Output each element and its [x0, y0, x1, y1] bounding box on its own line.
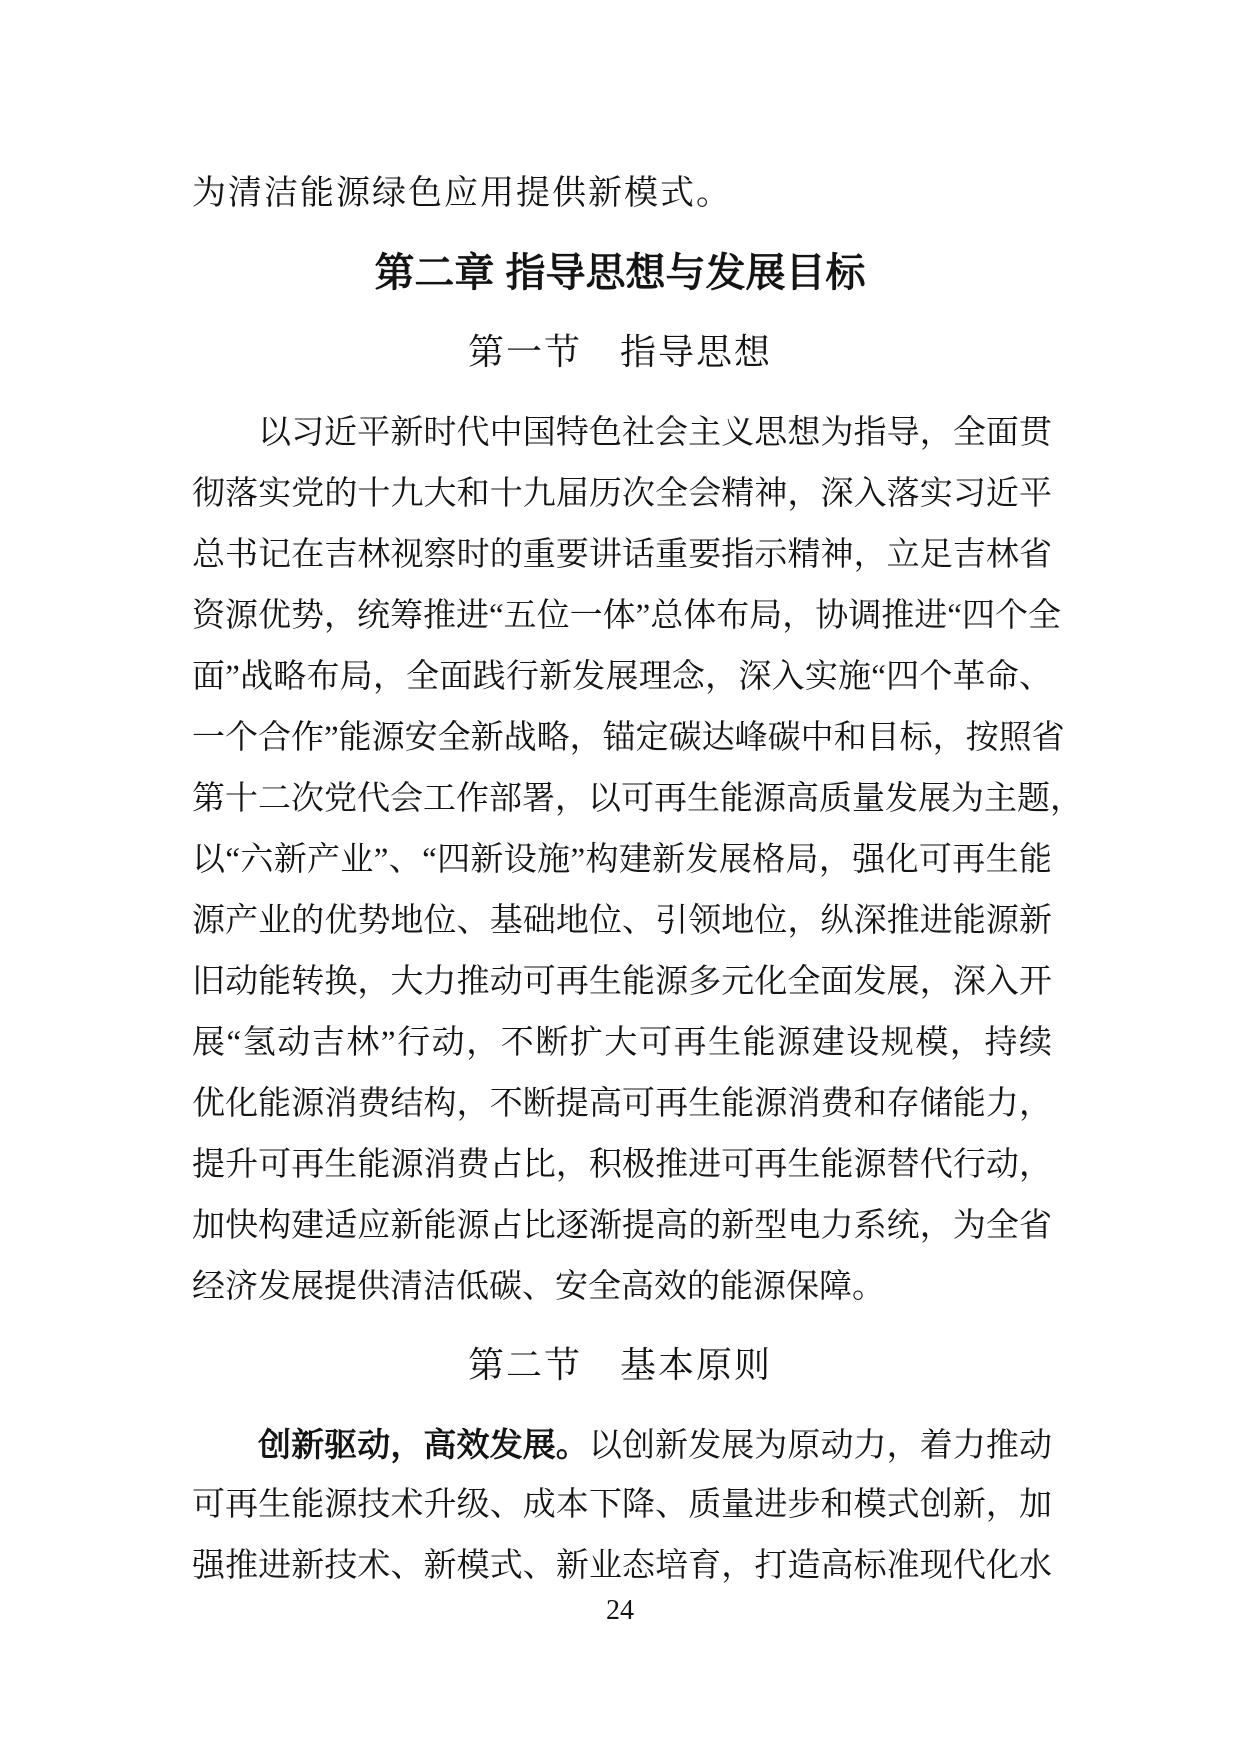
- body-text-line: 提升可再生能源消费占比，积极推进可再生能源替代行动，: [192, 1147, 1052, 1183]
- page-number: 24: [606, 1595, 634, 1626]
- section-1-paragraph: [192, 403, 1083, 1318]
- body-text-line: 优化能源消费结构，不断提高可再生能源消费和存储能力，: [192, 1086, 1052, 1122]
- body-text-line: [192, 1414, 1052, 1475]
- body-text-line: 彻落实党的十九大和十九届历次全会精神，深入落实习近平: [192, 476, 1052, 512]
- body-text-line: 以“六新产业”、“四新设施”构建新发展格局，强化可再生能: [192, 842, 1052, 878]
- principle-lead-bold: 创新驱动，高效发展。: [258, 1426, 589, 1463]
- body-text-line: 资源优势，统筹推进“五位一体”总体布局，协调推进“四个全: [192, 598, 1061, 634]
- principle-lead-rest: 以创新发展为原动力，着力推动: [588, 1428, 1053, 1464]
- chapter-heading: 第二章 指导思想与发展目标: [374, 251, 866, 295]
- body-text-line: 第十二次党代会工作部署，以可再生能源高质量发展为主题，: [192, 781, 1083, 817]
- body-text-line: 加快构建适应新能源占比逐渐提高的新型电力系统，为全省: [192, 1208, 1052, 1244]
- body-text-line: 一个合作”能源安全新战略，锚定碳达峰碳中和目标，按照省: [192, 720, 1065, 756]
- body-text-line: 展“氢动吉林”行动，不断扩大可再生能源建设规模，持续: [192, 1025, 1052, 1061]
- body-text-line: 面”战略布局，全面践行新发展理念，深入实施“四个革命、: [192, 659, 1052, 695]
- body-text-line: 以习近平新时代中国特色社会主义思想为指导，全面贯: [258, 415, 1052, 451]
- body-text-line: 总书记在吉林视察时的重要讲话重要指示精神，立足吉林省: [192, 537, 1052, 573]
- body-text-line: 经济发展提供清洁低碳、安全高效的能源保障。: [192, 1269, 885, 1305]
- paragraph-continuation-line: 为清洁能源绿色应用提供新模式。: [192, 175, 732, 212]
- section-2-heading: 第二节 基本原则: [467, 1345, 772, 1385]
- body-text-line: 源产业的优势地位、基础地位、引领地位，纵深推进能源新: [192, 903, 1052, 939]
- section-2-paragraph: [192, 1414, 1052, 1597]
- body-text-line: 旧动能转换，大力推动可再生能源多元化全面发展，深入开: [192, 964, 1052, 1000]
- section-1-heading: 第一节 指导思想: [467, 332, 772, 372]
- body-text-line: 强推进新技术、新模式、新业态培育，打造高标准现代化水: [192, 1548, 1052, 1584]
- body-text-line: 可再生能源技术升级、成本下降、质量进步和模式创新，加: [192, 1487, 1052, 1523]
